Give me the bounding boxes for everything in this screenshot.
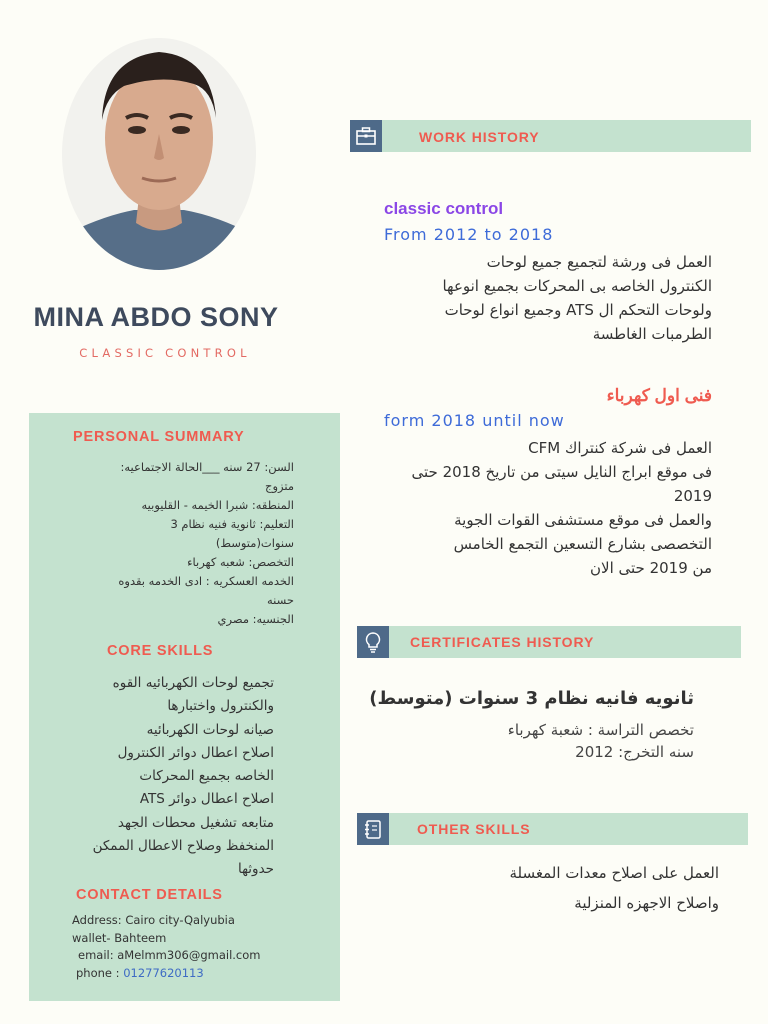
job-line: العمل فى ورشة لتجميع جميع لوحات: [486, 253, 712, 271]
certificate-degree: ثانويه فانيه نظام 3 سنوات (متوسط): [369, 688, 694, 709]
candidate-subtitle: CLASSIC CONTROL: [79, 346, 251, 360]
other-skill-line: واصلاح الاجهزه المنزلية: [574, 894, 719, 912]
job-line: فى موقع ابراج النايل سيتى من تاريخ 2018 حتى: [411, 463, 712, 481]
job-line: ولوحات التحكم ال ATS وجميع انواع لوحات: [444, 301, 712, 319]
other-skills-bar: [357, 813, 748, 845]
skill-line: اصلاح اعطال دوائر الكنترول: [117, 744, 274, 761]
certificate-graduation: سنه التخرج: 2012: [575, 743, 694, 761]
job-description: [372, 436, 712, 580]
job-title: classic control: [384, 199, 504, 218]
certificates-title: CERTIFICATES HISTORY: [410, 634, 595, 650]
skill-line: حدوثها: [237, 861, 274, 878]
work-history-bar: [350, 120, 751, 152]
summary-line: حسنه: [266, 593, 294, 607]
skill-line: الخاصه بجميع المحركات: [139, 768, 274, 785]
skill-line: تجميع لوحات الكهربائيه القوه: [112, 675, 274, 691]
job-period: form 2018 until now: [384, 411, 565, 430]
core-skills-list: [40, 672, 274, 882]
contact-email[interactable]: email: aMelmm306@gmail.com: [78, 948, 261, 962]
job-line: والعمل فى موقع مستشفى القوات الجوية: [454, 511, 712, 529]
job-line: الطرمبات الغاطسة: [592, 325, 712, 343]
other-skills-list: [509, 858, 719, 918]
avatar: [62, 38, 256, 270]
work-history-title: WORK HISTORY: [419, 129, 540, 145]
personal-summary: [40, 458, 294, 629]
personal-summary-title: PERSONAL SUMMARY: [73, 429, 245, 445]
notebook-icon: [357, 813, 389, 845]
contact-title: CONTACT DETAILS: [76, 887, 223, 903]
job-line: من 2019 حتى الان: [590, 559, 712, 577]
job-line: التخصصى بشارع التسعين التجمع الخامس: [453, 535, 712, 553]
contact-address: Address: Cairo city-Qalyubia: [72, 913, 235, 927]
skill-line: المنخفظ وصلاح الاعطال الممكن: [92, 838, 274, 855]
summary-line: متزوج: [265, 479, 294, 493]
contact-phone-label: phone :: [76, 965, 124, 980]
summary-line: الخدمه العسكريه : ادى الخدمه بقدوه: [118, 574, 294, 588]
job-line: العمل فى شركة كنتراك CFM: [528, 439, 712, 457]
skill-line: متابعه تشغيل محطات الجهد: [117, 814, 274, 831]
skill-line: صيانه لوحات الكهربائيه: [146, 721, 274, 738]
contact-phone[interactable]: 01277620113: [123, 965, 204, 980]
skill-line: اصلاح اعطال دوائر ATS: [139, 791, 274, 808]
contact-details: [72, 912, 261, 982]
core-skills-title: CORE SKILLS: [107, 643, 214, 659]
job-title: فنى اول كهرباء: [606, 386, 712, 405]
job-line: 2019: [673, 487, 712, 505]
lightbulb-icon: [357, 626, 389, 658]
candidate-name: MINA ABDO SONY: [33, 302, 279, 332]
other-skills-title: OTHER SKILLS: [417, 821, 531, 837]
contact-phone-row: [72, 965, 261, 983]
summary-line: التخصص: شعبه كهرباء: [187, 555, 294, 569]
summary-line: سنوات(متوسط): [215, 536, 294, 550]
job-description: [372, 250, 712, 346]
summary-line: التعليم: ثانوية فنيه نظام 3: [170, 517, 294, 531]
certificate-specialization: تخصص التراسة : شعبة كهرباء: [507, 721, 694, 739]
skill-line: والكنترول واختبارها: [167, 698, 274, 715]
summary-line: السن: 27 سنه ___الحالة الاجتماعيه:: [120, 460, 294, 474]
other-skill-line: العمل على اصلاح معدات المغسلة: [509, 864, 719, 882]
summary-line: الجنسيه: مصري: [217, 612, 294, 626]
job-period: From 2012 to 2018: [384, 225, 554, 244]
job-line: الكنترول الخاصه بى المحركات بجميع انوعها: [442, 277, 712, 295]
summary-line: المنطقه: شبرا الخيمه - القليوبيه: [141, 498, 294, 512]
briefcase-icon: [350, 120, 382, 152]
contact-wallet: wallet- Bahteem: [72, 930, 167, 945]
